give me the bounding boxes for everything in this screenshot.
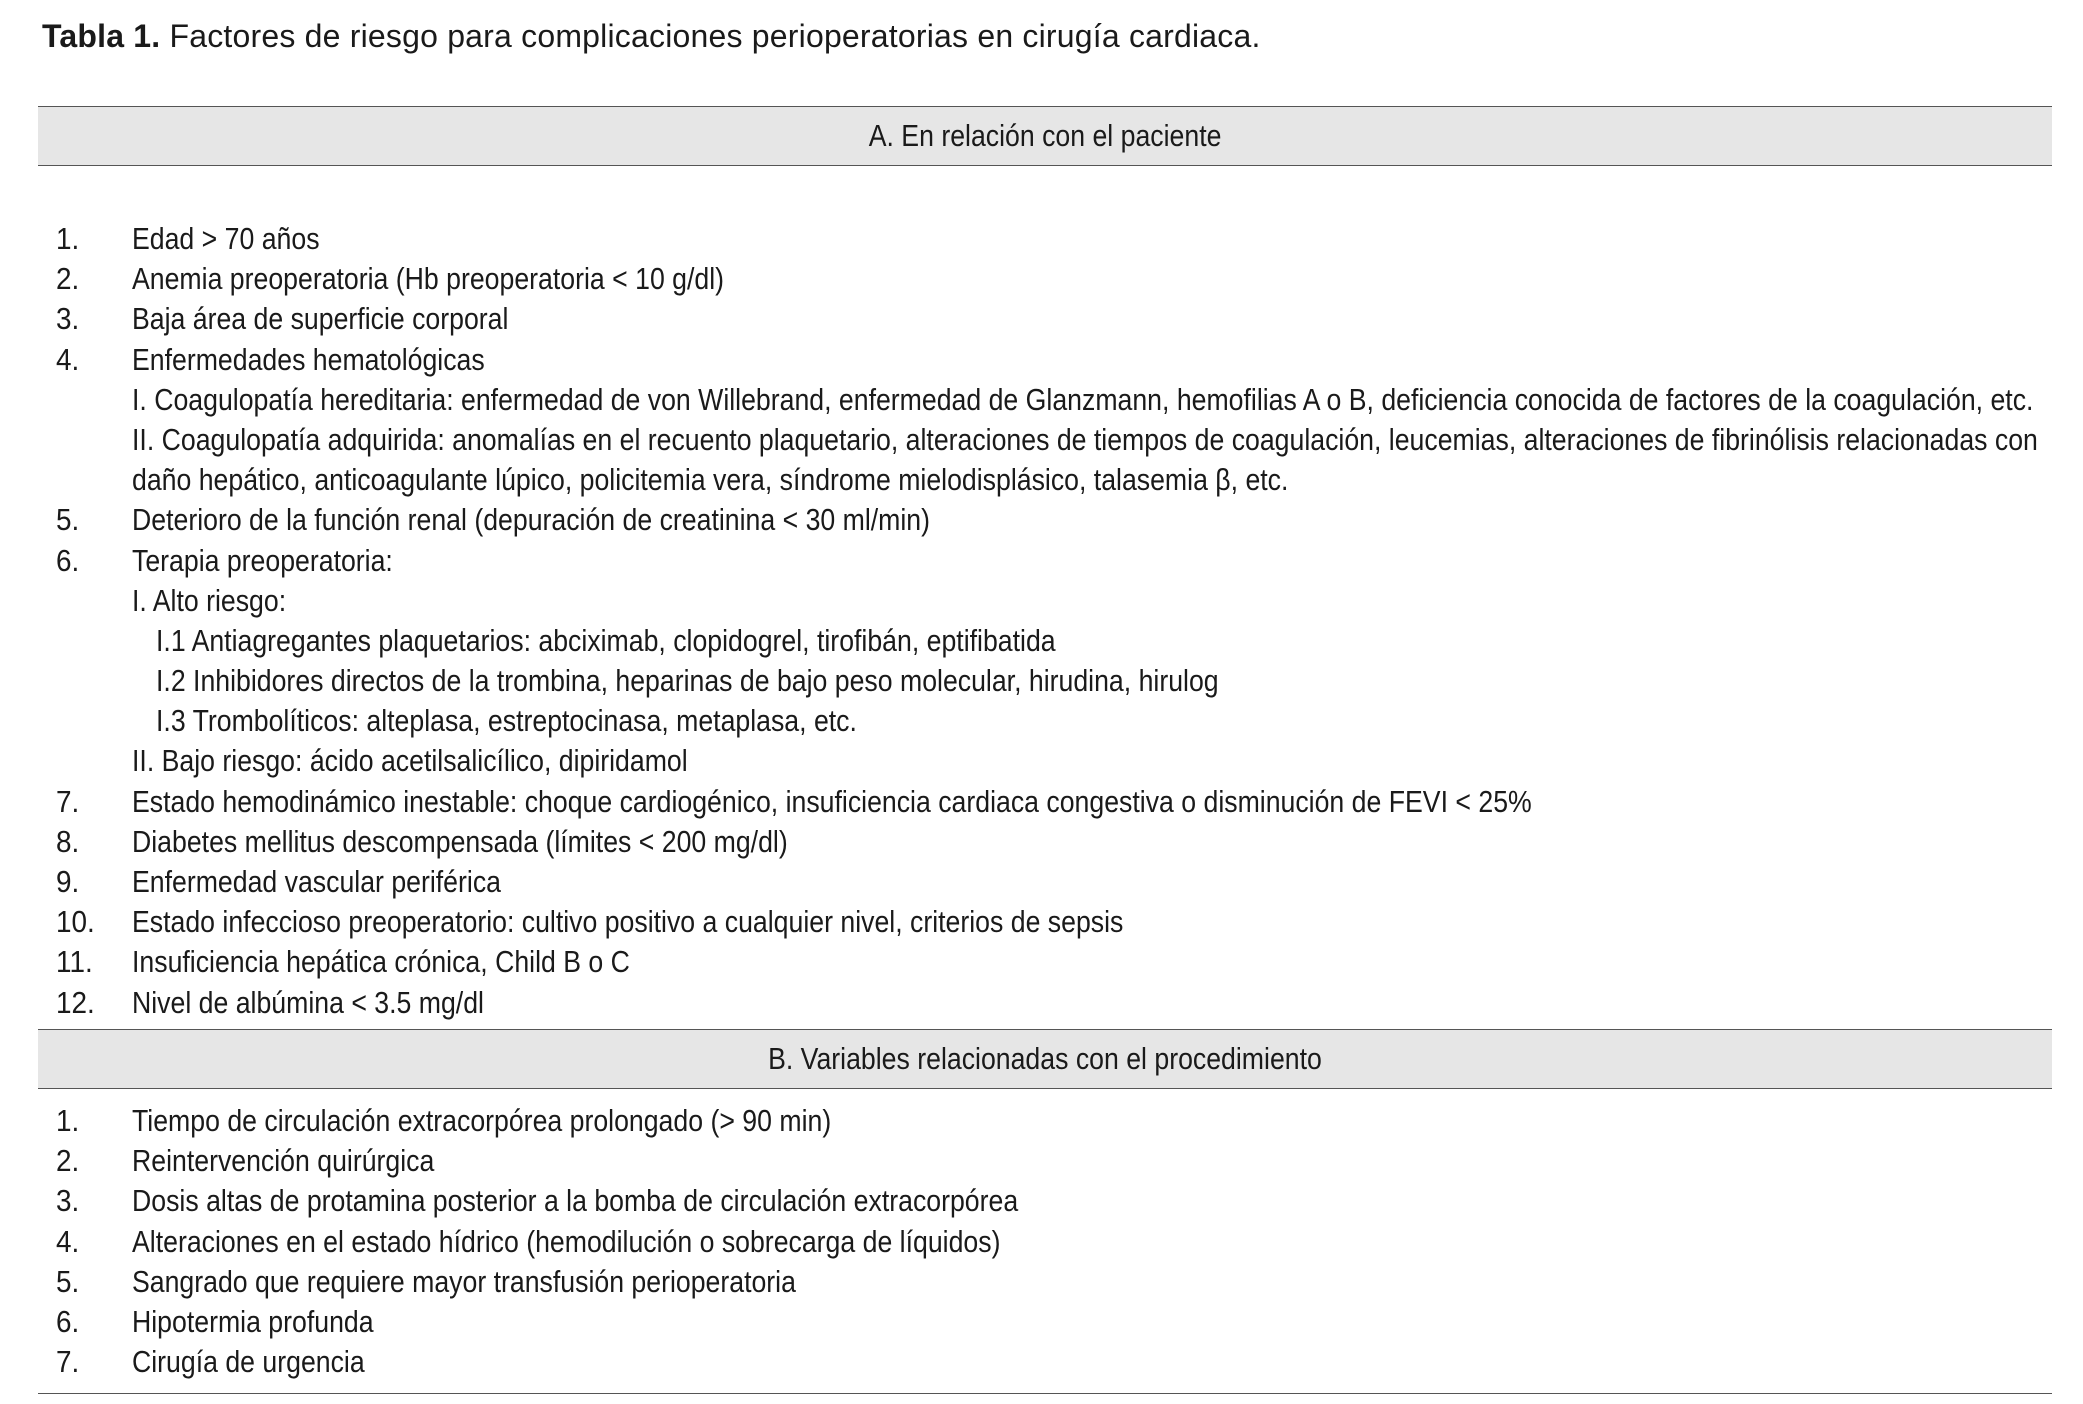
item-number: 6. [56,1303,80,1339]
item-number: 4. [56,1223,80,1259]
item-text: Hipotermia profunda [132,1303,374,1339]
item-text: I. Alto riesgo: [132,582,287,618]
list-item [0,983,2083,1023]
list-item [0,1141,2083,1181]
list-item [0,1101,2083,1141]
item-number: 6. [56,542,80,578]
item-number: 3. [56,1183,80,1219]
list-item [0,741,2083,781]
item-text: I.3 Trombolíticos: alteplasa, estreptocinasa, metaplasa, etc. [156,703,857,739]
list-item [0,1342,2083,1382]
item-text: Sangrado que requiere mayor transfusión perioperatoria [132,1263,796,1299]
section-a-title: A. En relación con el paciente [868,118,1222,153]
caption-label: Tabla 1. [42,18,161,54]
list-item [0,1181,2083,1221]
item-number: 1. [56,221,80,256]
item-number: 3. [56,301,80,337]
item-text: II. Coagulopatía adquirida: anomalías en el recuento plaquetario, alteraciones de tiempos de coagulación, leucemias, alteraciones de fibrinólisis relacionadas con [132,421,2038,457]
list-item [0,299,2083,339]
list-item [0,1222,2083,1262]
item-text: Diabetes mellitus descompensada (límites < 200 mg/dl) [132,823,788,859]
list-item [0,380,2083,420]
table-caption [42,18,1261,55]
item-text: Dosis altas de protamina posterior a la bomba de circulación extracorpórea [132,1183,1019,1219]
list-item [0,701,2083,741]
list-item [0,902,2083,942]
item-text: Nivel de albúmina < 3.5 mg/dl [132,984,484,1020]
list-item [0,219,2083,259]
item-text: Estado infeccioso preoperatorio: cultivo positivo a cualquier nivel, criterios de sepsis [132,904,1124,940]
item-number: 11. [56,944,93,980]
item-text: Deterioro de la función renal (depuración de creatinina < 30 ml/min) [132,502,931,538]
section-b-title: B. Variables relacionadas con el procedimiento [768,1041,1322,1076]
caption-text: Factores de riesgo para complicaciones perioperatorias en cirugía cardiaca. [169,18,1261,54]
list-item [0,942,2083,982]
list-item [0,420,2083,460]
section-a-list [0,219,2083,1023]
list-item [0,500,2083,540]
list-item [0,782,2083,822]
item-text: Terapia preoperatoria: [132,542,393,578]
table-bottom-rule [38,1393,2052,1394]
item-text: Alteraciones en el estado hídrico (hemodilución o sobrecarga de líquidos) [132,1223,1001,1259]
item-text: Baja área de superficie corporal [132,301,509,337]
item-text: I. Coagulopatía hereditaria: enfermedad de von Willebrand, enfermedad de Glanzmann, hemofilias A o B, deficiencia conocida de factores de la coagulación, etc. [132,381,2034,417]
item-number: 5. [56,502,80,538]
item-text: Cirugía de urgencia [132,1344,365,1380]
item-text: Enfermedad vascular periférica [132,864,501,899]
item-text: Anemia preoperatoria (Hb preoperatoria < 10 g/dl) [132,261,725,297]
item-number: 10. [56,904,95,940]
item-text: Insuficiencia hepática crónica, Child B o C [132,944,630,980]
item-text: Edad > 70 años [132,221,320,256]
list-item [0,822,2083,862]
section-b-list [0,1101,2083,1382]
item-number: 4. [56,341,80,377]
item-text: Reintervención quirúrgica [132,1143,435,1179]
list-item [0,581,2083,621]
list-item [0,862,2083,902]
item-text: I.2 Inhibidores directos de la trombina, heparinas de bajo peso molecular, hirudina, hirulog [156,663,1219,699]
item-text: Estado hemodinámico inestable: choque cardiogénico, insuficiencia cardiaca congestiva o disminución de FEVI < 25% [132,783,1532,819]
item-number: 9. [56,864,80,899]
item-text: Enfermedades hematológicas [132,341,485,377]
item-text: I.1 Antiagregantes plaquetarios: abciximab, clopidogrel, tirofibán, eptifibatida [156,622,1056,658]
list-item [0,1262,2083,1302]
section-b-header [38,1029,2052,1089]
item-number: 8. [56,823,80,859]
section-a-header [38,106,2052,166]
list-item [0,340,2083,380]
item-number: 7. [56,1344,80,1380]
list-item [0,541,2083,581]
item-text: II. Bajo riesgo: ácido acetilsalicílico, dipiridamol [132,743,688,779]
list-item [0,661,2083,701]
list-item [0,621,2083,661]
list-item [0,1302,2083,1342]
item-number: 2. [56,1143,80,1179]
item-text: daño hepático, anticoagulante lúpico, policitemia vera, síndrome mielodisplásico, talasemia β, etc. [132,462,1289,498]
list-item [0,460,2083,500]
list-item [0,259,2083,299]
item-number: 2. [56,261,80,297]
item-number: 1. [56,1103,80,1138]
item-number: 12. [56,984,95,1020]
item-number: 7. [56,783,80,819]
item-text: Tiempo de circulación extracorpórea prolongado (> 90 min) [132,1103,832,1138]
item-number: 5. [56,1263,80,1299]
